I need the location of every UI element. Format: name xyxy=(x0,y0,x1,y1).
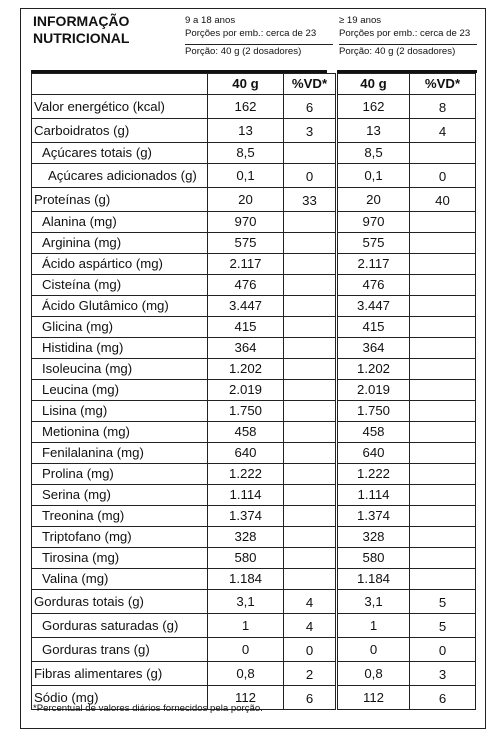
nutrient-label: Gorduras totais (g) xyxy=(32,590,208,614)
nutrient-label: Gorduras saturadas (g) xyxy=(32,614,208,638)
table-row xyxy=(32,401,336,422)
group-a-vd-cell xyxy=(284,401,336,422)
group-a-vd-cell xyxy=(284,380,336,401)
group-b-vd-cell xyxy=(410,443,476,464)
table-row xyxy=(32,443,336,464)
group-b-vd-cell xyxy=(410,590,476,614)
table-row xyxy=(338,443,476,464)
group-a-vd-cell xyxy=(284,296,336,317)
nutrient-label: Lisina (mg) xyxy=(32,401,208,422)
group-b-amount: 3,1 xyxy=(338,590,410,614)
nutrient-label: Serina (mg) xyxy=(32,485,208,506)
nutrient-label: Açúcares totais (g) xyxy=(32,143,208,164)
table-row xyxy=(32,614,336,638)
table-row xyxy=(32,590,336,614)
group-a-amount: 1.184 xyxy=(208,569,284,590)
nutrient-label: Cisteína (mg) xyxy=(32,275,208,296)
group-b-amount: 1.374 xyxy=(338,506,410,527)
nutrient-label: Prolina (mg) xyxy=(32,464,208,485)
panel-title xyxy=(33,13,129,47)
group-b-vd-cell xyxy=(410,212,476,233)
group-b-vd-cell xyxy=(410,143,476,164)
group-a-divider xyxy=(185,44,333,45)
group-a-amount: 1.114 xyxy=(208,485,284,506)
group-a-vd: 3 xyxy=(305,124,314,139)
nutrient-label: Histidina (mg) xyxy=(32,338,208,359)
group-b-amount: 8,5 xyxy=(338,143,410,164)
table-row xyxy=(338,401,476,422)
group-b-amount: 328 xyxy=(338,527,410,548)
group-b-serving: Porção: 40 g (2 dosadores) xyxy=(339,45,456,57)
table-row xyxy=(32,422,336,443)
group-a-amount: 2.019 xyxy=(208,380,284,401)
group-a-amount: 20 xyxy=(208,188,284,212)
group-b-vd-cell xyxy=(410,275,476,296)
table-row xyxy=(338,119,476,143)
group-a-vd-cell xyxy=(284,527,336,548)
nutrient-label: Leucina (mg) xyxy=(32,380,208,401)
table-row xyxy=(338,380,476,401)
table-row xyxy=(32,464,336,485)
nutrient-label: Fenilalanina (mg) xyxy=(32,443,208,464)
group-b-amount: 1.114 xyxy=(338,485,410,506)
group-b-amount: 415 xyxy=(338,317,410,338)
group-b-vd-cell xyxy=(410,662,476,686)
nutrient-label: Proteínas (g) xyxy=(32,188,208,212)
table-row xyxy=(32,638,336,662)
group-b-age: ≥ 19 anos xyxy=(339,15,382,26)
group-a-amount: 0,8 xyxy=(208,662,284,686)
group-b-vd-cell xyxy=(410,569,476,590)
nutrient-label: Glicina (mg) xyxy=(32,317,208,338)
group-b-vd-cell xyxy=(410,686,476,710)
group-b-vd-cell xyxy=(410,338,476,359)
table-row xyxy=(338,638,476,662)
nutrient-label: Ácido Glutâmico (mg) xyxy=(32,296,208,317)
table-row xyxy=(338,422,476,443)
table-row xyxy=(338,212,476,233)
nutrient-label: Arginina (mg) xyxy=(32,233,208,254)
group-a-amount: 8,5 xyxy=(208,143,284,164)
table-row xyxy=(32,95,336,119)
nutrition-facts-panel xyxy=(20,8,486,729)
group-b-vd-cell xyxy=(410,296,476,317)
table-row xyxy=(338,569,476,590)
nutrition-table-group-a xyxy=(31,73,336,710)
table-row xyxy=(338,590,476,614)
group-a-vd-cell xyxy=(284,275,336,296)
group-b-amount: 640 xyxy=(338,443,410,464)
group-b-vd: 5 xyxy=(438,619,447,634)
group-b-vd: 0 xyxy=(438,169,447,184)
group-a-vd-cell xyxy=(284,212,336,233)
table-row xyxy=(32,380,336,401)
table-row xyxy=(32,254,336,275)
group-a-vd-cell xyxy=(284,254,336,275)
group-b-vd: 6 xyxy=(438,691,447,706)
group-b-vd: 3 xyxy=(438,667,447,682)
header-vd-a: %VD* xyxy=(284,74,336,95)
table-row xyxy=(338,275,476,296)
footnote: *Percentual de valores diários fornecidos pela porção. xyxy=(33,703,263,714)
header-label-cell xyxy=(32,74,208,95)
table-header-row xyxy=(32,74,336,95)
group-a-vd-cell xyxy=(284,662,336,686)
group-b-amount: 458 xyxy=(338,422,410,443)
group-b-amount: 0 xyxy=(338,638,410,662)
table-header-row xyxy=(338,74,476,95)
nutrition-table-group-b xyxy=(337,73,476,710)
group-b-amount: 1.750 xyxy=(338,401,410,422)
group-b-amount: 112 xyxy=(338,686,410,710)
group-a-vd-cell xyxy=(284,614,336,638)
group-a-vd: 4 xyxy=(305,595,314,610)
group-a-vd-cell xyxy=(284,464,336,485)
group-a-vd-cell xyxy=(284,506,336,527)
table-row xyxy=(338,464,476,485)
group-b-vd-cell xyxy=(410,233,476,254)
group-b-vd-cell xyxy=(410,254,476,275)
group-a-age: 9 a 18 anos xyxy=(185,15,236,26)
group-b-vd-cell xyxy=(410,464,476,485)
table-row xyxy=(338,95,476,119)
group-b-header xyxy=(339,14,485,58)
table-row xyxy=(32,359,336,380)
nutrient-label: Alanina (mg) xyxy=(32,212,208,233)
group-a-vd-cell xyxy=(284,359,336,380)
group-a-vd-cell xyxy=(284,338,336,359)
group-a-header xyxy=(185,14,335,58)
table-row xyxy=(338,548,476,569)
group-b-amount: 0,8 xyxy=(338,662,410,686)
group-b-vd-cell xyxy=(410,380,476,401)
group-a-vd: 0 xyxy=(305,643,314,658)
group-b-amount: 0,1 xyxy=(338,164,410,188)
group-a-amount: 1.202 xyxy=(208,359,284,380)
group-b-vd-cell xyxy=(410,638,476,662)
group-a-amount: 1.222 xyxy=(208,464,284,485)
table-row xyxy=(32,164,336,188)
group-a-amount: 3.447 xyxy=(208,296,284,317)
group-a-vd-cell xyxy=(284,188,336,212)
group-a-amount: 476 xyxy=(208,275,284,296)
group-b-vd-cell xyxy=(410,422,476,443)
nutrient-label: Sódio (mg) xyxy=(32,686,208,710)
header-vd-b: %VD* xyxy=(410,74,476,95)
group-a-amount: 970 xyxy=(208,212,284,233)
group-b-amount: 20 xyxy=(338,188,410,212)
nutrient-label: Metionina (mg) xyxy=(32,422,208,443)
group-a-serving: Porção: 40 g (2 dosadores) xyxy=(185,45,302,57)
group-b-vd-cell xyxy=(410,119,476,143)
table-row xyxy=(32,119,336,143)
group-b-amount: 364 xyxy=(338,338,410,359)
table-row xyxy=(32,275,336,296)
group-b-amount: 970 xyxy=(338,212,410,233)
title-line-2: NUTRICIONAL xyxy=(33,30,130,46)
group-b-vd-cell xyxy=(410,164,476,188)
group-a-vd: 6 xyxy=(305,691,314,706)
group-b-vd-cell xyxy=(410,95,476,119)
table-row xyxy=(32,569,336,590)
group-a-amount: 13 xyxy=(208,119,284,143)
group-b-amount: 1.184 xyxy=(338,569,410,590)
nutrient-label: Isoleucina (mg) xyxy=(32,359,208,380)
table-row xyxy=(32,233,336,254)
group-a-vd-cell xyxy=(284,422,336,443)
nutrient-label: Açúcares adicionados (g) xyxy=(32,164,208,188)
group-a-vd-cell xyxy=(284,233,336,254)
group-a-vd: 6 xyxy=(305,100,314,115)
group-a-amount: 364 xyxy=(208,338,284,359)
group-b-vd: 0 xyxy=(438,643,447,658)
group-a-portions: Porções por emb.: cerca de 23 xyxy=(185,28,317,40)
group-b-vd-cell xyxy=(410,359,476,380)
group-b-vd: 8 xyxy=(438,100,447,115)
group-b-amount: 3.447 xyxy=(338,296,410,317)
table-row xyxy=(338,164,476,188)
nutrient-label: Carboidratos (g) xyxy=(32,119,208,143)
group-a-amount: 1.374 xyxy=(208,506,284,527)
group-a-vd-cell xyxy=(284,686,336,710)
table-row xyxy=(338,233,476,254)
nutrient-label: Valor energético (kcal) xyxy=(32,95,208,119)
table-row xyxy=(338,506,476,527)
table-row xyxy=(32,506,336,527)
group-b-vd-cell xyxy=(410,317,476,338)
group-a-vd: 4 xyxy=(305,619,314,634)
table-row xyxy=(338,296,476,317)
group-a-vd-cell xyxy=(284,590,336,614)
group-b-vd-cell xyxy=(410,401,476,422)
group-a-amount: 1 xyxy=(208,614,284,638)
group-a-amount: 2.117 xyxy=(208,254,284,275)
table-row xyxy=(338,317,476,338)
group-b-vd-cell xyxy=(410,614,476,638)
group-b-portions: Porções por emb.: cerca de 23 xyxy=(339,28,471,40)
group-b-vd: 5 xyxy=(438,595,447,610)
group-a-amount: 458 xyxy=(208,422,284,443)
table-row xyxy=(338,686,476,710)
group-a-amount: 0,1 xyxy=(208,164,284,188)
group-a-amount: 328 xyxy=(208,527,284,548)
group-a-vd-cell xyxy=(284,548,336,569)
group-b-amount: 13 xyxy=(338,119,410,143)
table-row xyxy=(338,527,476,548)
group-a-amount: 1.750 xyxy=(208,401,284,422)
group-a-vd-cell xyxy=(284,638,336,662)
table-row xyxy=(32,527,336,548)
group-b-amount: 2.019 xyxy=(338,380,410,401)
table-row xyxy=(338,143,476,164)
group-a-amount: 575 xyxy=(208,233,284,254)
table-row xyxy=(32,188,336,212)
table-row xyxy=(338,485,476,506)
table-row xyxy=(32,296,336,317)
nutrient-label: Triptofano (mg) xyxy=(32,527,208,548)
table-row xyxy=(338,614,476,638)
group-b-amount: 575 xyxy=(338,233,410,254)
group-a-amount: 415 xyxy=(208,317,284,338)
group-b-amount: 1.202 xyxy=(338,359,410,380)
group-a-amount: 580 xyxy=(208,548,284,569)
table-row xyxy=(338,188,476,212)
group-a-vd-cell xyxy=(284,143,336,164)
group-a-vd-cell xyxy=(284,443,336,464)
table-row xyxy=(32,485,336,506)
group-a-vd-cell xyxy=(284,119,336,143)
group-a-vd-cell xyxy=(284,485,336,506)
header-grams-a: 40 g xyxy=(208,74,284,95)
group-a-vd: 2 xyxy=(305,667,314,682)
group-b-amount: 476 xyxy=(338,275,410,296)
table-row xyxy=(338,338,476,359)
nutrient-label: Fibras alimentares (g) xyxy=(32,662,208,686)
table-row xyxy=(32,662,336,686)
group-a-amount: 112 xyxy=(208,686,284,710)
group-b-amount: 2.117 xyxy=(338,254,410,275)
group-b-amount: 1 xyxy=(338,614,410,638)
group-a-vd: 33 xyxy=(302,193,317,208)
group-b-vd-cell xyxy=(410,527,476,548)
group-b-divider xyxy=(339,44,477,45)
title-line-1: INFORMAÇÃO xyxy=(33,13,130,29)
header-grams-b: 40 g xyxy=(338,74,410,95)
group-a-amount: 162 xyxy=(208,95,284,119)
group-a-amount: 3,1 xyxy=(208,590,284,614)
group-b-vd-cell xyxy=(410,548,476,569)
group-a-vd-cell xyxy=(284,569,336,590)
nutrient-label: Gorduras trans (g) xyxy=(32,638,208,662)
table-row xyxy=(338,254,476,275)
table-row xyxy=(32,143,336,164)
group-b-vd-cell xyxy=(410,506,476,527)
nutrient-label: Ácido aspártico (mg) xyxy=(32,254,208,275)
table-row xyxy=(32,317,336,338)
group-b-vd: 4 xyxy=(438,124,447,139)
group-a-amount: 0 xyxy=(208,638,284,662)
table-row xyxy=(338,662,476,686)
group-a-vd-cell xyxy=(284,95,336,119)
group-b-amount: 162 xyxy=(338,95,410,119)
group-b-amount: 580 xyxy=(338,548,410,569)
group-a-amount: 640 xyxy=(208,443,284,464)
nutrient-label: Tirosina (mg) xyxy=(32,548,208,569)
table-row xyxy=(32,548,336,569)
table-row xyxy=(32,212,336,233)
group-b-amount: 1.222 xyxy=(338,464,410,485)
table-row xyxy=(338,359,476,380)
group-a-vd: 0 xyxy=(305,169,314,184)
group-a-vd-cell xyxy=(284,164,336,188)
table-row xyxy=(32,338,336,359)
nutrient-label: Treonina (mg) xyxy=(32,506,208,527)
group-a-vd-cell xyxy=(284,317,336,338)
group-b-vd-cell xyxy=(410,188,476,212)
group-b-vd: 40 xyxy=(435,193,450,208)
nutrient-label: Valina (mg) xyxy=(32,569,208,590)
group-b-vd-cell xyxy=(410,485,476,506)
